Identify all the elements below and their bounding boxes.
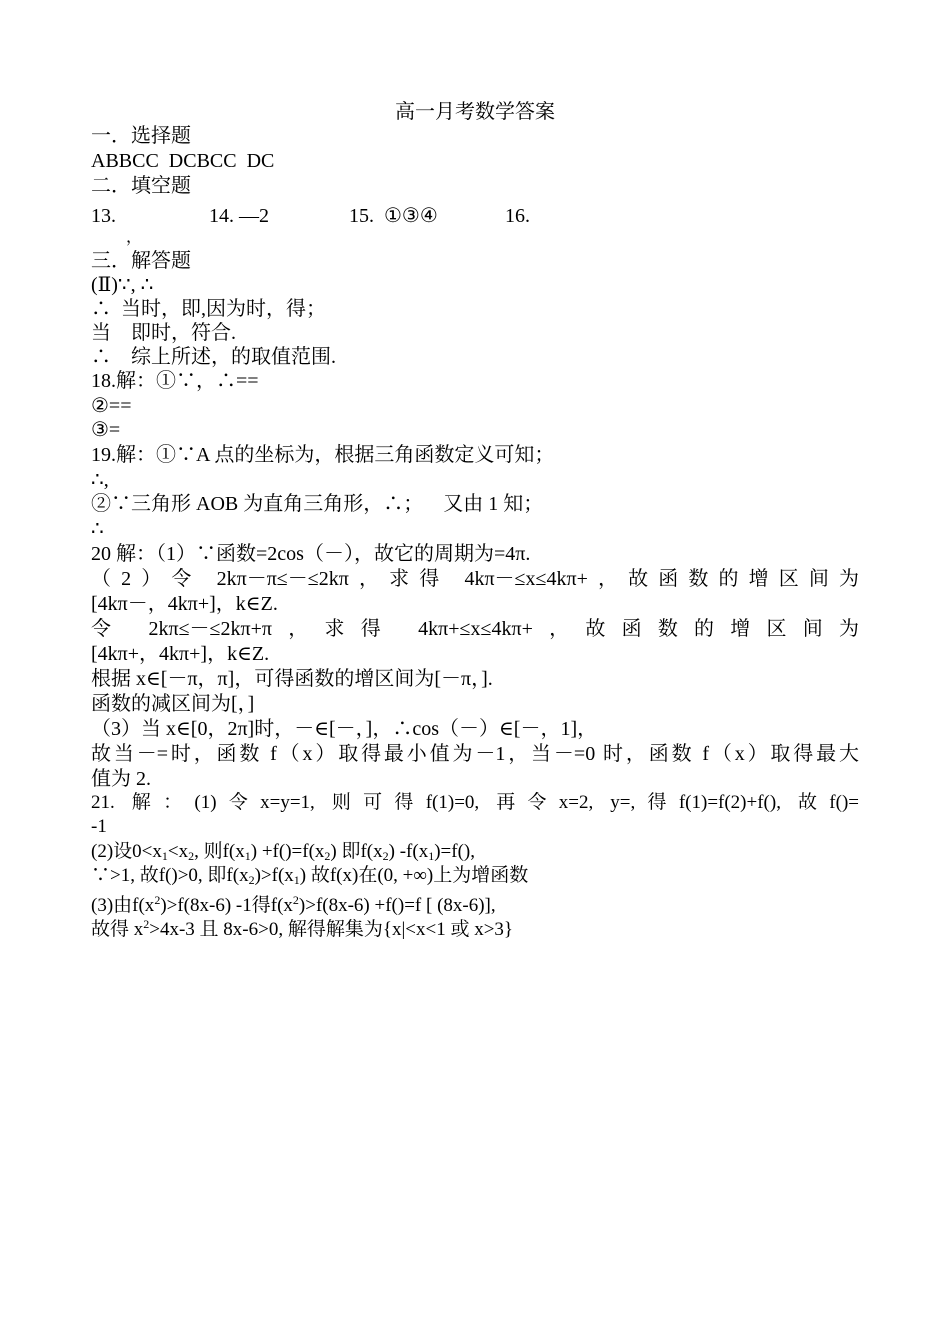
superscript: 2 [154,893,161,907]
solution-line: ∴ 当时，即,因为时，得； [91,298,326,320]
text-run: )>f(x [254,865,294,886]
solution-line: ③= [91,419,121,441]
subscript: 1 [428,849,435,863]
section-heading-fill: 二．填空题 [91,175,191,197]
solution-line: 当 即时，符合. [91,322,236,344]
text-run: ) 故f(x)在(0, +∞)上为增函数 [299,865,529,886]
solution-line: ∴, [91,469,109,491]
subscript: 1 [244,849,251,863]
solution-line: （2）令 2kπ－π≤－≤2kπ，求得 4kπ－≤x≤4kπ+，故函数的增区间为 [91,568,859,590]
text-run: )>f(8x-6) -1得f(x [160,895,293,916]
fill-q14: 14. —2 [209,205,269,227]
solution-line: [4kπ－，4kπ+]，k∈Z. [91,593,278,615]
solution-line: 故当－=时，函数 f（x）取得最小值为－1，当－=0 时，函数 f（x）取得最大 [91,743,859,765]
solution-line: 19.解：①∵A 点的坐标为，根据三角函数定义可知； [91,444,555,466]
solution-line-q21-2a [91,840,475,864]
solution-line: 21. 解：(1)令x=y=1, 则可得f(1)=0, 再令x=2, y=,得f(1)=f(2)+f(), 故f()= [91,792,859,813]
text-run: (2)设0<x [91,841,162,862]
superscript: 2 [292,893,299,907]
solution-line: ②== [91,395,132,417]
solution-line: ∴ [91,518,104,540]
choice-answers: ABBCC DCBCC DC [91,150,275,172]
solution-line: 18.解：①∵，∴== [91,370,259,392]
text-run: , 则f(x [194,841,245,862]
subscript: 2 [188,849,195,863]
subscript: 1 [293,873,300,887]
fill-q16: 16. [505,205,530,227]
solution-line: 值为 2. [91,768,151,790]
solution-line-q21-3a [91,888,496,916]
text-run: ∵>1, 故f()>0, 即f(x [91,865,249,886]
solution-line: ②∵三角形 AOB 为直角三角形，∴； 又由 1 知； [91,493,544,515]
subscript: 2 [324,849,331,863]
solution-line: 20 解：（1）∵函数=2cos（－），故它的周期为=4π. [91,543,531,565]
fill-comma: ， [126,229,143,246]
solution-line: [4kπ+，4kπ+]，k∈Z. [91,643,270,665]
text-run: >4x-3 且 8x-6>0, 解得解集为{x|<x<1 或 x>3} [149,919,514,940]
section-heading-choice: 一．选择题 [91,125,191,147]
fill-answers-row [91,204,891,228]
solution-line: 令 2kπ≤－≤2kπ+π，求得 4kπ+≤x≤4kπ+，故函数的增区间为 [91,618,859,640]
text-run: 故得 x [91,919,144,940]
fill-q13: 13. [91,205,116,227]
solution-line: ∴ 综上所述，的取值范围. [91,346,336,368]
solution-line-q21-3b [91,912,514,940]
text-run: ) +f()=f(x [250,841,325,862]
solution-line: （3）当 x∈[0，2π]时，－∈[－，]，∴cos（－）∈[－，1]， [91,718,598,740]
text-run: ) 即f(x [330,841,383,862]
solution-line: (Ⅱ)∵, ∴ [91,274,154,296]
solution-line: 根据 x∈[－π，π]，可得函数的增区间为[－π，]. [91,668,493,690]
section-heading-solve: 三．解答题 [91,250,191,272]
text-run: )>f(8x-6) +f()=f [ (8x-6)], [298,895,496,916]
text-run: <x [167,841,189,862]
subscript: 2 [248,873,255,887]
solution-line: -1 [91,816,107,837]
text-run: (3)由f(x [91,895,155,916]
page-title: 高一月考数学答案 [395,101,555,123]
text-run: )=f(), [434,841,475,862]
superscript: 2 [143,917,150,931]
text-run: ) -f(x [388,841,429,862]
subscript: 1 [161,849,168,863]
solution-line: 函数的减区间为[，] [91,693,255,715]
fill-q15: 15. ①③④ [349,205,438,227]
subscript: 2 [382,849,389,863]
solution-line-q21-2b [91,864,528,888]
